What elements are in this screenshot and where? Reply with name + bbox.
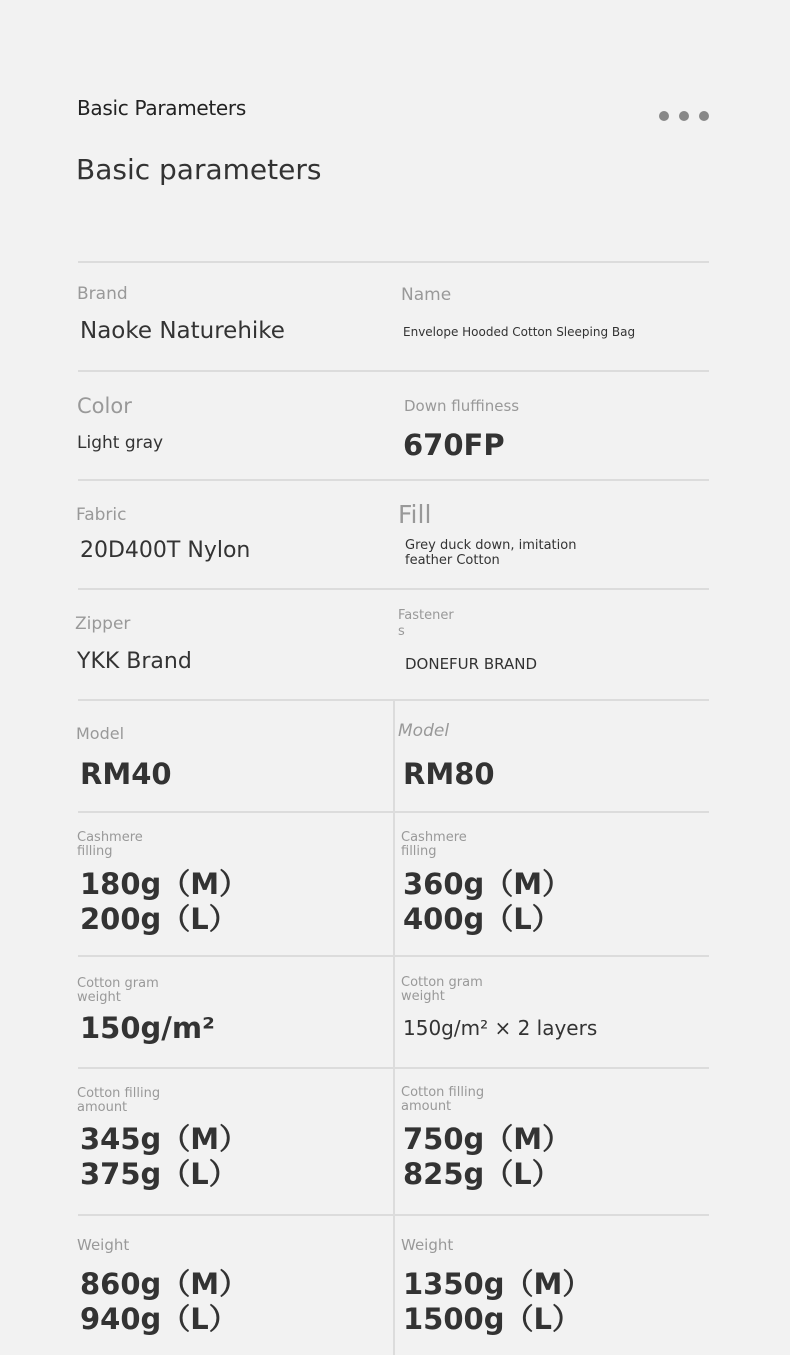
weight-l-value: 940g（L）	[80, 1302, 238, 1336]
fill-value-line1: Grey duck down, imitation	[405, 538, 577, 553]
name-label: Name	[401, 285, 452, 305]
section-title: Basic Parameters	[77, 96, 246, 120]
cotton-fill-m-value: 345g（M）	[80, 1122, 249, 1156]
brand-value: Naoke Naturehike	[80, 318, 285, 344]
divider	[78, 261, 709, 263]
fasteners-label-line1: Fastener	[398, 608, 454, 623]
cashmere-l-value: 200g（L）	[80, 902, 238, 936]
cotton-fill-m-value: 750g（M）	[403, 1122, 572, 1156]
fill-label: Fill	[398, 500, 432, 529]
cotton-gram-label: Cotton gram	[401, 975, 483, 990]
cotton-gram-label: Cotton gram	[77, 976, 159, 991]
cotton-fill-label: amount	[77, 1100, 128, 1115]
fabric-value: 20D400T Nylon	[80, 538, 251, 563]
brand-label: Brand	[77, 284, 128, 304]
page-title: Basic parameters	[76, 153, 322, 186]
more-menu-icon[interactable]	[649, 106, 711, 120]
cashmere-label: filling	[401, 844, 437, 859]
name-value: Envelope Hooded Cotton Sleeping Bag	[403, 325, 636, 339]
cotton-fill-label: Cotton filling	[401, 1085, 485, 1100]
cashmere-label: Cashmere	[401, 830, 467, 845]
cotton-fill-label: amount	[401, 1099, 452, 1114]
down-fluffiness-label: Down fluffiness	[404, 397, 520, 415]
model-value: RM40	[80, 757, 172, 791]
zipper-label: Zipper	[75, 614, 131, 634]
fill-value-line2: feather Cotton	[405, 553, 500, 568]
model-label: Model	[398, 721, 450, 741]
divider	[78, 479, 709, 481]
dot-icon	[699, 111, 709, 121]
cashmere-l-value: 400g（L）	[403, 902, 561, 936]
divider	[78, 588, 709, 590]
weight-m-value: 860g（M）	[80, 1267, 249, 1301]
model-label: Model	[76, 724, 125, 743]
column-divider	[393, 701, 395, 1355]
dot-icon	[679, 111, 689, 121]
color-value: Light gray	[77, 433, 164, 453]
cashmere-label: filling	[77, 844, 113, 859]
down-fluffiness-value: 670FP	[403, 428, 505, 462]
dot-icon	[659, 111, 669, 121]
fabric-label: Fabric	[76, 505, 127, 525]
fasteners-value: DONEFUR BRAND	[405, 655, 537, 673]
color-label: Color	[77, 394, 132, 418]
cotton-fill-label: Cotton filling	[77, 1086, 161, 1101]
cotton-gram-value: 150g/m²	[80, 1011, 215, 1045]
cotton-fill-l-value: 375g（L）	[80, 1157, 238, 1191]
cashmere-m-value: 360g（M）	[403, 867, 572, 901]
cotton-gram-label: weight	[77, 990, 121, 1005]
cotton-fill-l-value: 825g（L）	[403, 1157, 561, 1191]
divider	[78, 370, 709, 372]
cotton-gram-label: weight	[401, 989, 445, 1004]
weight-m-value: 1350g（M）	[403, 1267, 592, 1301]
cashmere-label: Cashmere	[77, 830, 143, 845]
zipper-value: YKK Brand	[77, 649, 192, 674]
model-value: RM80	[403, 757, 495, 791]
cashmere-m-value: 180g（M）	[80, 867, 249, 901]
weight-label: Weight	[77, 1236, 130, 1254]
cotton-gram-value: 150g/m² × 2 layers	[403, 1016, 598, 1040]
weight-l-value: 1500g（L）	[403, 1302, 581, 1336]
fasteners-label-line2: s	[398, 624, 405, 639]
weight-label: Weight	[401, 1236, 454, 1254]
